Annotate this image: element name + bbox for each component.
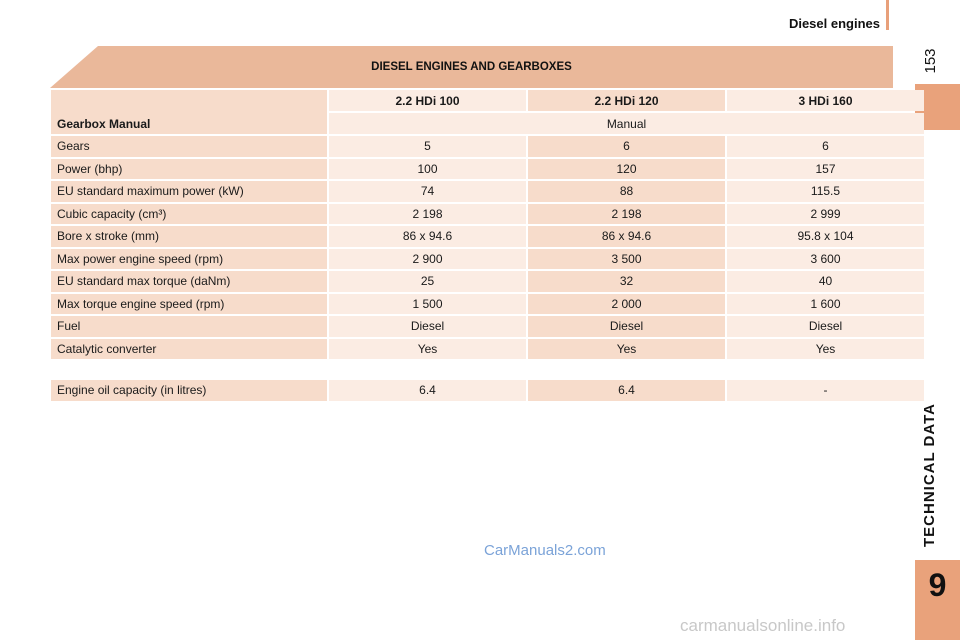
cell: 88 xyxy=(528,181,725,202)
cell: 2 999 xyxy=(727,204,924,225)
cell: 2 900 xyxy=(329,249,526,270)
gearbox-row-label: Gearbox Manual xyxy=(51,90,327,134)
table-row xyxy=(51,271,924,292)
table-row xyxy=(51,204,924,225)
cell: 86 x 94.6 xyxy=(329,226,526,247)
cell: Diesel xyxy=(727,316,924,337)
cell: 6 xyxy=(727,136,924,157)
column-header: 2.2 HDi 100 xyxy=(329,90,526,111)
row-label: Fuel xyxy=(51,316,327,337)
cell: 100 xyxy=(329,159,526,180)
table-row xyxy=(51,181,924,202)
cell: Diesel xyxy=(528,316,725,337)
cell: 5 xyxy=(329,136,526,157)
watermark-link[interactable]: CarManuals2.com xyxy=(484,542,606,559)
column-header: 2.2 HDi 120 xyxy=(528,90,725,111)
column-header: 3 HDi 160 xyxy=(727,90,924,111)
table-row xyxy=(51,136,924,157)
cell: 86 x 94.6 xyxy=(528,226,725,247)
cell: - xyxy=(727,380,924,401)
row-label: EU standard max torque (daNm) xyxy=(51,271,327,292)
gearbox-value: Manual xyxy=(329,113,924,134)
table-row xyxy=(51,316,924,337)
cell: Yes xyxy=(528,339,725,360)
row-label: Max power engine speed (rpm) xyxy=(51,249,327,270)
section-banner-title: DIESEL ENGINES AND GEARBOXES xyxy=(371,61,572,73)
cell: 2 198 xyxy=(528,204,725,225)
chapter-label: TECHNICAL DATA xyxy=(921,403,938,547)
cell: 6 xyxy=(528,136,725,157)
cell: 6.4 xyxy=(528,380,725,401)
cell: 157 xyxy=(727,159,924,180)
oil-capacity-table xyxy=(49,378,926,403)
cell: 2 198 xyxy=(329,204,526,225)
table-row xyxy=(51,249,924,270)
cell: 115.5 xyxy=(727,181,924,202)
row-label: EU standard maximum power (kW) xyxy=(51,181,327,202)
row-label: Engine oil capacity (in litres) xyxy=(51,380,327,401)
cell: 2 000 xyxy=(528,294,725,315)
cell: 95.8 x 104 xyxy=(727,226,924,247)
cell: 32 xyxy=(528,271,725,292)
table-row xyxy=(51,226,924,247)
table-row xyxy=(51,294,924,315)
cell: Yes xyxy=(727,339,924,360)
cell: 25 xyxy=(329,271,526,292)
cell: 3 500 xyxy=(528,249,725,270)
row-label: Catalytic converter xyxy=(51,339,327,360)
row-label: Cubic capacity (cm³) xyxy=(51,204,327,225)
header-rule xyxy=(886,0,889,30)
engine-spec-table xyxy=(49,88,926,361)
cell: 40 xyxy=(727,271,924,292)
cell: 3 600 xyxy=(727,249,924,270)
cell: 74 xyxy=(329,181,526,202)
table-row xyxy=(51,380,924,401)
row-label: Max torque engine speed (rpm) xyxy=(51,294,327,315)
cell: Yes xyxy=(329,339,526,360)
row-label: Gears xyxy=(51,136,327,157)
page-header-title: Diesel engines xyxy=(788,16,880,31)
table-row xyxy=(51,159,924,180)
page-number: 153 xyxy=(922,48,939,74)
table-header-row xyxy=(51,90,924,111)
cell: 1 600 xyxy=(727,294,924,315)
cell: Diesel xyxy=(329,316,526,337)
table-row xyxy=(51,339,924,360)
cell: 6.4 xyxy=(329,380,526,401)
cell: 1 500 xyxy=(329,294,526,315)
cell: 120 xyxy=(528,159,725,180)
row-label: Power (bhp) xyxy=(51,159,327,180)
row-label: Bore x stroke (mm) xyxy=(51,226,327,247)
chapter-number: 9 xyxy=(928,567,947,603)
watermark-text: carmanualsonline.info xyxy=(680,616,846,635)
